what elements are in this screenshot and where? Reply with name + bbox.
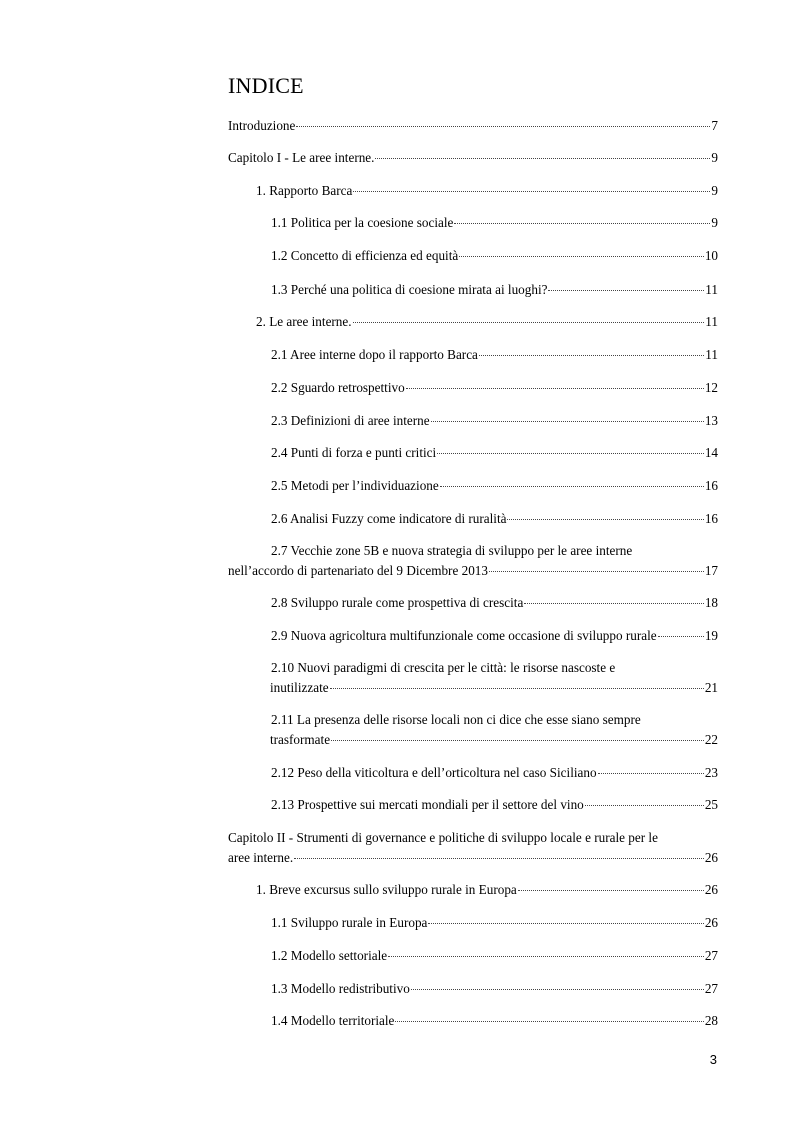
- toc-page-number: 9: [711, 150, 718, 165]
- toc-page-number: 10: [704, 248, 718, 263]
- toc-entry[interactable]: [271, 246, 718, 266]
- toc-entry[interactable]: [228, 828, 718, 867]
- toc-page-number: 7: [711, 118, 718, 133]
- dot-leader: [524, 603, 703, 604]
- toc-entry-text: Capitolo I - Le aree interne.: [228, 150, 375, 165]
- toc-entry-text: 1. Breve excursus sullo sviluppo rurale in Europa: [256, 882, 517, 897]
- toc-entry-text-continued: nell’accordo di partenariato del 9 Dicembre 2013: [228, 562, 488, 578]
- toc-entry[interactable]: [271, 411, 718, 431]
- dot-leader: [658, 636, 704, 637]
- dot-leader: [479, 355, 704, 356]
- dot-leader: [294, 858, 704, 859]
- toc-entry[interactable]: [271, 979, 718, 999]
- toc-entry-text: 2.8 Sviluppo rurale come prospettiva di crescita: [271, 595, 524, 610]
- toc-entry[interactable]: [271, 626, 718, 646]
- dot-leader: [548, 290, 704, 291]
- toc-page-number: 9: [711, 183, 718, 198]
- toc-page-number: 26: [704, 849, 718, 865]
- dot-leader: [296, 126, 710, 127]
- dot-leader: [388, 956, 704, 957]
- dot-leader: [454, 223, 710, 224]
- toc-entry-text-continued: aree interne.: [228, 849, 294, 865]
- toc-page-number: 11: [705, 282, 718, 297]
- toc-entry-text: 2.11 La presenza delle risorse locali non ci dice che esse siano sempre: [271, 712, 641, 727]
- toc-entry[interactable]: [271, 946, 718, 966]
- toc-entry-text: Capitolo II - Strumenti di governance e politiche di sviluppo locale e rurale per le: [228, 830, 658, 845]
- toc-entry-text: 2.7 Vecchie zone 5B e nuova strategia di sviluppo per le aree interne: [271, 543, 633, 558]
- dot-leader: [431, 421, 704, 422]
- dot-leader: [353, 322, 705, 323]
- dot-leader: [598, 773, 704, 774]
- toc-entry-text-continued: inutilizzate: [270, 679, 329, 695]
- toc-entry-text: 2.12 Peso della viticoltura e dell’orticoltura nel caso Siciliano: [271, 765, 597, 780]
- dot-leader: [375, 158, 710, 159]
- toc-entry-text: 2.6 Analisi Fuzzy come indicatore di ruralità: [271, 511, 507, 526]
- toc-page-number: 17: [704, 562, 718, 578]
- toc-entry[interactable]: [271, 476, 718, 496]
- toc-entry-text: 2.13 Prospettive sui mercati mondiali per il settore del vino: [271, 797, 584, 812]
- toc-entry-text: 1. Rapporto Barca: [256, 183, 353, 198]
- toc-entry[interactable]: [271, 710, 718, 749]
- toc-entry[interactable]: [228, 116, 718, 136]
- toc-page-number: 21: [704, 679, 718, 695]
- toc-page-number: 16: [704, 478, 718, 493]
- toc-page-number: 23: [704, 765, 718, 780]
- toc-entry[interactable]: [271, 378, 718, 398]
- dot-leader: [330, 688, 704, 689]
- toc-page-number: 27: [704, 981, 718, 996]
- toc-entry[interactable]: [271, 658, 718, 697]
- toc-entry[interactable]: [228, 148, 718, 168]
- toc-entry-text: 2.1 Aree interne dopo il rapporto Barca: [271, 347, 478, 362]
- toc-entry[interactable]: [271, 913, 718, 933]
- toc-page-number: 22: [704, 731, 718, 747]
- toc-entry[interactable]: [271, 443, 718, 463]
- toc-page-number: 26: [704, 915, 718, 930]
- toc-page-number: 11: [705, 347, 718, 362]
- toc-entry-text: 2.5 Metodi per l’individuazione: [271, 478, 439, 493]
- toc-entry[interactable]: [271, 1011, 718, 1031]
- toc-page-number: 27: [704, 948, 718, 963]
- toc-entry[interactable]: [271, 280, 718, 300]
- toc-page-number: 26: [704, 882, 718, 897]
- toc-entry-text: 1.3 Perché una politica di coesione mirata ai luoghi?: [271, 282, 548, 297]
- toc-entry-text: 2. Le aree interne.: [256, 314, 352, 329]
- toc-page-number: 19: [704, 628, 718, 643]
- toc-page-number: 12: [704, 380, 718, 395]
- dot-leader: [507, 519, 703, 520]
- toc-entry-text: 2.10 Nuovi paradigmi di crescita per le città: le risorse nascoste e: [271, 660, 616, 675]
- toc-entry[interactable]: [271, 795, 718, 815]
- toc-entry-text: 2.4 Punti di forza e punti critici: [271, 445, 437, 460]
- dot-leader: [395, 1021, 703, 1022]
- toc-entry-text: 1.2 Modello settoriale: [271, 948, 388, 963]
- toc-entry[interactable]: [271, 593, 718, 613]
- dot-leader: [411, 989, 704, 990]
- toc-page-number: 9: [711, 215, 718, 230]
- dot-leader: [437, 453, 704, 454]
- toc-page-number: 13: [704, 413, 718, 428]
- toc-entry-text: 2.9 Nuova agricoltura multifunzionale come occasione di sviluppo rurale: [271, 628, 657, 643]
- toc-entry[interactable]: [271, 509, 718, 529]
- toc-entry-text: Introduzione: [228, 118, 296, 133]
- dot-leader: [428, 923, 703, 924]
- toc-page-number: 16: [704, 511, 718, 526]
- toc-page-number: 25: [704, 797, 718, 812]
- dot-leader: [331, 740, 704, 741]
- toc-entry[interactable]: [228, 541, 718, 580]
- toc-entry[interactable]: [256, 312, 718, 332]
- toc-entry-text: 1.4 Modello territoriale: [271, 1013, 395, 1028]
- dot-leader: [489, 571, 704, 572]
- toc-entry-text: 2.2 Sguardo retrospettivo: [271, 380, 405, 395]
- toc-entry-text-continued: trasformate: [270, 731, 331, 747]
- toc-entry[interactable]: [271, 763, 718, 783]
- toc-entry-text: 1.2 Concetto di efficienza ed equità: [271, 248, 459, 263]
- dot-leader: [585, 805, 704, 806]
- toc-entry-text: 1.3 Modello redistributivo: [271, 981, 410, 996]
- toc-entry[interactable]: [256, 181, 718, 201]
- dot-leader: [518, 890, 704, 891]
- toc-page-number: 18: [704, 595, 718, 610]
- toc-page-number: 28: [704, 1013, 718, 1028]
- dot-leader: [459, 256, 704, 257]
- dot-leader: [353, 191, 710, 192]
- toc-entry-text: 1.1 Politica per la coesione sociale: [271, 215, 454, 230]
- dot-leader: [406, 388, 704, 389]
- dot-leader: [440, 486, 704, 487]
- toc-entry[interactable]: [271, 213, 718, 233]
- toc-page-number: 11: [705, 314, 718, 329]
- toc-page-number: 14: [704, 445, 718, 460]
- toc-entry[interactable]: [271, 345, 718, 365]
- toc-entry[interactable]: [256, 880, 718, 900]
- toc-entry-text: 2.3 Definizioni di aree interne: [271, 413, 430, 428]
- toc-title: INDICE: [228, 73, 304, 98]
- toc-entry-text: 1.1 Sviluppo rurale in Europa: [271, 915, 428, 930]
- page-number: 3: [709, 1052, 717, 1067]
